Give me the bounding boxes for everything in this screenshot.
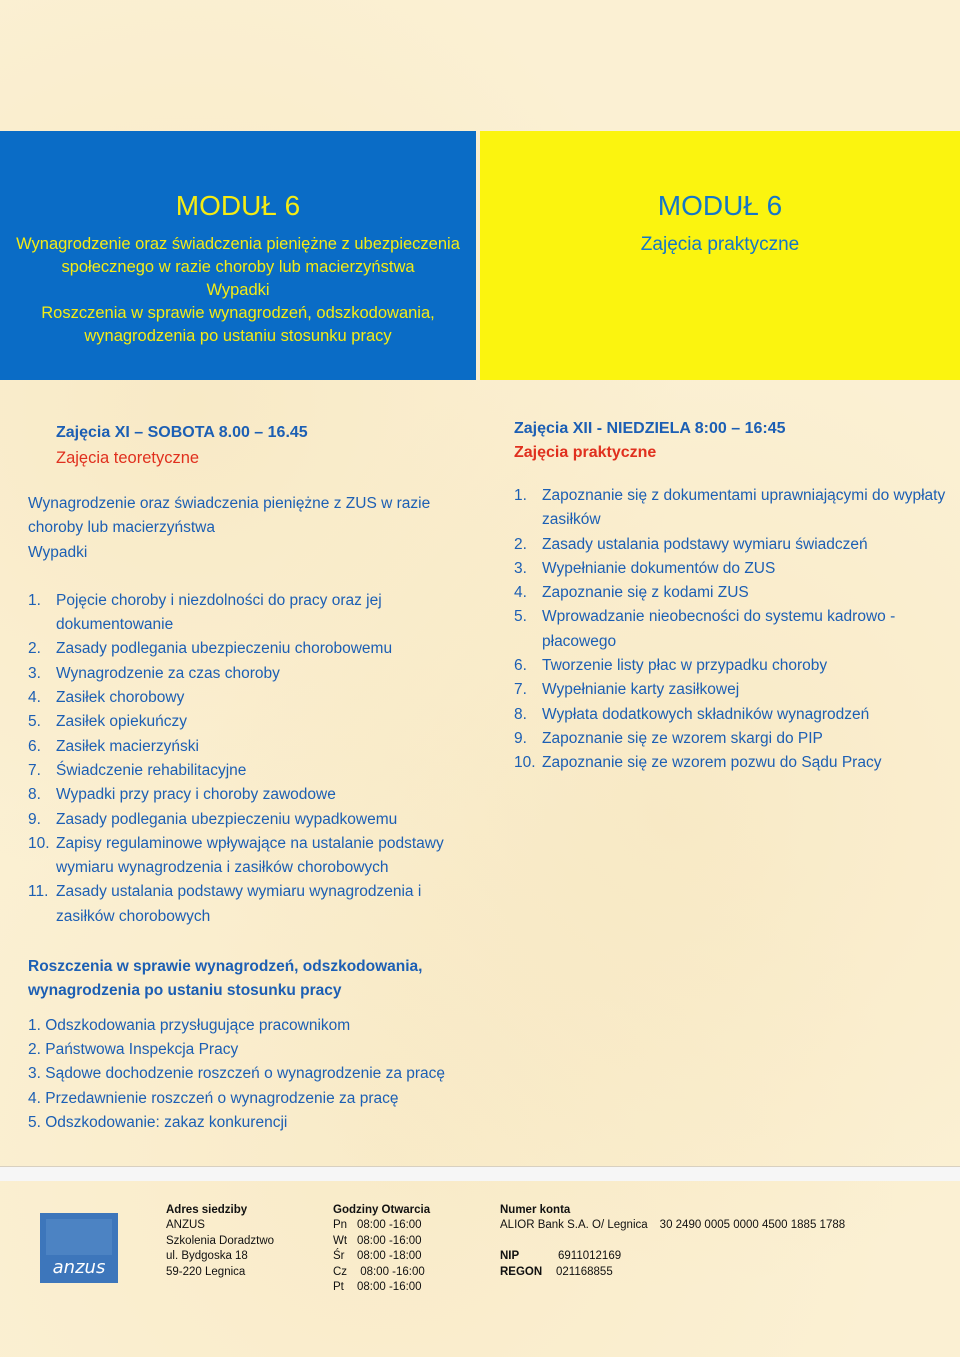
list-item: 1. Pojęcie choroby i niezdolności do pracy oraz jej dokumentowanie [28, 591, 382, 634]
nip-value: 6911012169 [558, 1250, 622, 1263]
list-item: 8. Wypłata dodatkowych składników wynagrodzeń [514, 705, 870, 723]
address-line: Szkolenia Doradztwo [166, 1234, 275, 1247]
hours-row: Cz 08:00 -16:00 [333, 1265, 425, 1278]
list-item: 11. Zasady ustalania podstawy wymiaru wynagrodzenia i zasiłków chorobowych [28, 883, 422, 925]
hours-row: Śr 08:00 -18:00 [333, 1250, 422, 1263]
logo-text: anzus [52, 1257, 106, 1278]
list-item: 3. Wypełnianie dokumentów do ZUS [514, 559, 776, 577]
topic-line: choroby lub macierzyństwa [28, 519, 215, 537]
module-description [0, 233, 476, 348]
nip-label: NIP [500, 1250, 520, 1263]
address-heading: Adres siedziby [166, 1204, 248, 1216]
list-item: 3. Wynagrodzenie za czas choroby [28, 664, 280, 682]
list-item: 2. Państwowa Inspekcja Pracy [28, 1040, 239, 1058]
account-heading: Numer konta [500, 1204, 571, 1216]
description-line: Wypadki [206, 281, 270, 299]
description-line: społecznego w razie choroby lub macierzyństwa [61, 258, 415, 276]
module-title: MODUŁ 6 [175, 190, 301, 221]
address-line: ANZUS [166, 1219, 205, 1232]
list-item: 10. Zapisy regulaminowe wpływające na ustalanie podstawy wymiaru wynagrodzenia i zasiłków chorobowych [28, 834, 444, 877]
topic-line: Wynagrodzenie oraz świadczenia pieniężne z ZUS w razie [28, 495, 431, 512]
module-subtitle: Zajęcia praktyczne [640, 234, 800, 255]
anzus-logo [40, 1213, 118, 1283]
hours-row: Wt 08:00 -16:00 [333, 1234, 422, 1247]
bank-name: ALIOR Bank S.A. O/ Legnica [500, 1219, 648, 1232]
left-column [28, 420, 468, 1135]
session-type: Zajęcia teoretyczne [56, 449, 200, 467]
list-item: 6. Tworzenie listy płac w przypadku choroby [514, 657, 828, 675]
session-schedule: Zajęcia XII - NIEDZIELA 8:00 – 16:45 [514, 420, 786, 437]
address-line: ul. Bydgoska 18 [166, 1250, 248, 1263]
session-schedule: Zajęcia XI – SOBOTA 8.00 – 16.45 [56, 424, 308, 441]
list-item: 9. Zapoznanie się ze wzorem skargi do PIP [514, 729, 823, 747]
list-item: 7. Wypełnianie karty zasiłkowej [514, 681, 740, 699]
regon-label: REGON [500, 1265, 543, 1278]
footer-account [500, 1203, 960, 1280]
list-item: 9. Zasady podlegania ubezpieczeniu wypadkowemu [28, 810, 398, 828]
topic-line: Wypadki [28, 543, 88, 561]
list-item: 7. Świadczenie rehabilitacyjne [28, 761, 247, 779]
list-item: 4. Przedawnienie roszczeń o wynagrodzenie za pracę [28, 1089, 399, 1107]
module-header-right [480, 131, 960, 380]
theory-list [28, 589, 468, 929]
list-item: 1. Odszkodowania przysługujące pracownikom [28, 1016, 351, 1034]
list-item: 3. Sądowe dochodzenie roszczeń o wynagrodzenie za pracę [28, 1065, 446, 1083]
footer-address [166, 1203, 296, 1280]
list-item: 4. Zasiłek chorobowy [28, 689, 185, 707]
practice-list [514, 484, 960, 776]
address-line: 59-220 Legnica [166, 1265, 246, 1278]
hours-row: Pn 08:00 -16:00 [333, 1219, 422, 1232]
list-item: 10. Zapoznanie się ze wzorem pozwu do Sądu Pracy [514, 754, 882, 772]
list-item: 5. Wprowadzanie nieobecności do systemu kadrowo - płacowego [514, 608, 896, 650]
footer-divider [0, 1166, 960, 1181]
list-item: 2. Zasady podlegania ubezpieczeniu chorobowemu [28, 640, 393, 658]
nip-line [500, 1249, 960, 1264]
module-header-left [0, 131, 476, 380]
module-title: MODUŁ 6 [657, 190, 783, 221]
list-item: 2. Zasady ustalania podstawy wymiaru świadczeń [514, 535, 868, 553]
list-item: 6. Zasiłek macierzyński [28, 737, 199, 755]
account-number: 30 2490 0005 0000 4500 1885 1788 [659, 1219, 846, 1232]
footer-hours [333, 1203, 473, 1295]
list-item: 5. Zasiłek opiekuńczy [28, 713, 187, 731]
list-item: 1. Zapoznanie się z dokumentami uprawniającymi do wypłaty zasiłków [514, 487, 946, 529]
topic-heading [28, 492, 468, 565]
description-line: wynagrodzenia po ustaniu stosunku pracy [84, 327, 392, 345]
list-item: 8. Wypadki przy pracy i choroby zawodowe [28, 786, 336, 804]
claims-list [28, 1014, 468, 1135]
claims-heading [28, 955, 468, 1004]
claims-heading-line: wynagrodzenia po ustaniu stosunku pracy [28, 982, 342, 1000]
hours-row: Pt 08:00 -16:00 [333, 1281, 422, 1294]
claims-heading-line: Roszczenia w sprawie wynagrodzeń, odszkodowania, [28, 958, 423, 976]
regon-line [500, 1265, 960, 1280]
right-column [514, 416, 960, 776]
hours-heading: Godziny Otwarcia [333, 1204, 431, 1216]
list-item: 4. Zapoznanie się z kodami ZUS [514, 584, 749, 602]
regon-value: 021168855 [556, 1265, 613, 1278]
description-line: Roszczenia w sprawie wynagrodzeń, odszkodowania, [41, 304, 435, 322]
session-type: Zajęcia praktyczne [514, 444, 657, 461]
account-line [500, 1218, 960, 1233]
description-line: Wynagrodzenie oraz świadczenia pieniężne z ubezpieczenia [16, 235, 460, 253]
list-item: 5. Odszkodowanie: zakaz konkurencji [28, 1113, 288, 1131]
